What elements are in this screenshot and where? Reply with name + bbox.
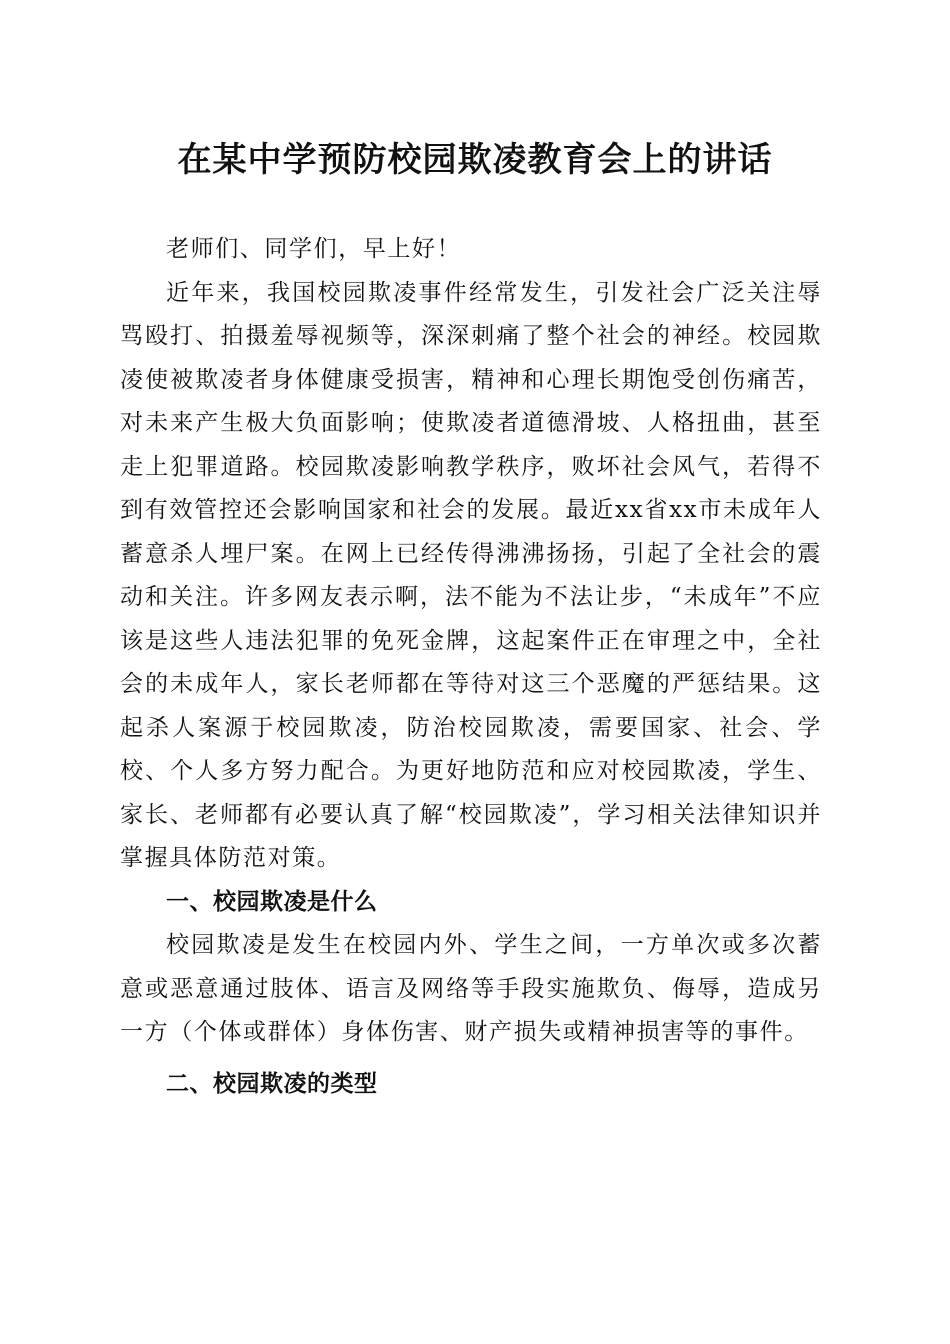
document-title: 在某中学预防校园欺凌教育会上的讲话 — [177, 140, 773, 180]
definition-paragraph: 校园欺凌是发生在校园内外、学生之间，一方单次或多次蓄意或恶意通过肢体、语言及网络等手段实施欺负、侮辱，造成另一方（个体或群体）身体伤害、财产损失或精神损害等的事件。 — [120, 932, 822, 1045]
section-heading-bullying-types: 二、校园欺凌的类型 — [166, 1070, 378, 1097]
greeting-paragraph: 老师们、同学们，早上好！ — [166, 236, 462, 262]
document-body — [120, 228, 822, 1106]
section-heading-what-is-bullying: 一、校园欺凌是什么 — [166, 888, 378, 915]
intro-paragraph: 近年来，我国校园欺凌事件经常发生，引发社会广泛关注辱骂殴打、拍摄羞辱视频等，深深刺痛了整个社会的神经。校园欺凌使被欺凌者身体健康受损害，精神和心理长期饱受创伤痛苦，对未来产生极大负面影响；使欺凌者道德滑坡、人格扭曲，甚至走上犯罪道路。校园欺凌影响教学秩序，败坏社会风气，若得不到有效管控还会影响国家和社会的发展。最近xx省xx市未成年人蓄意杀人埋尸案。在网上已经传得沸沸扬扬，引起了全社会的震动和关注。许多网友表示啊，法不能为不法让步，“未成年”不应该是这些人违法犯罪的免死金牌，这起案件正在审理之中，全社会的未成年人，家长老师都在等待对这三个恶魔的严惩结果。这起杀人案源于校园欺凌，防治校园欺凌，需要国家、社会、学校、个人多方努力配合。为更好地防范和应对校园欺凌，学生、家长、老师都有必要认真了解“校园欺凌”，学习相关法律知识并掌握具体防范对策。 — [120, 279, 822, 871]
